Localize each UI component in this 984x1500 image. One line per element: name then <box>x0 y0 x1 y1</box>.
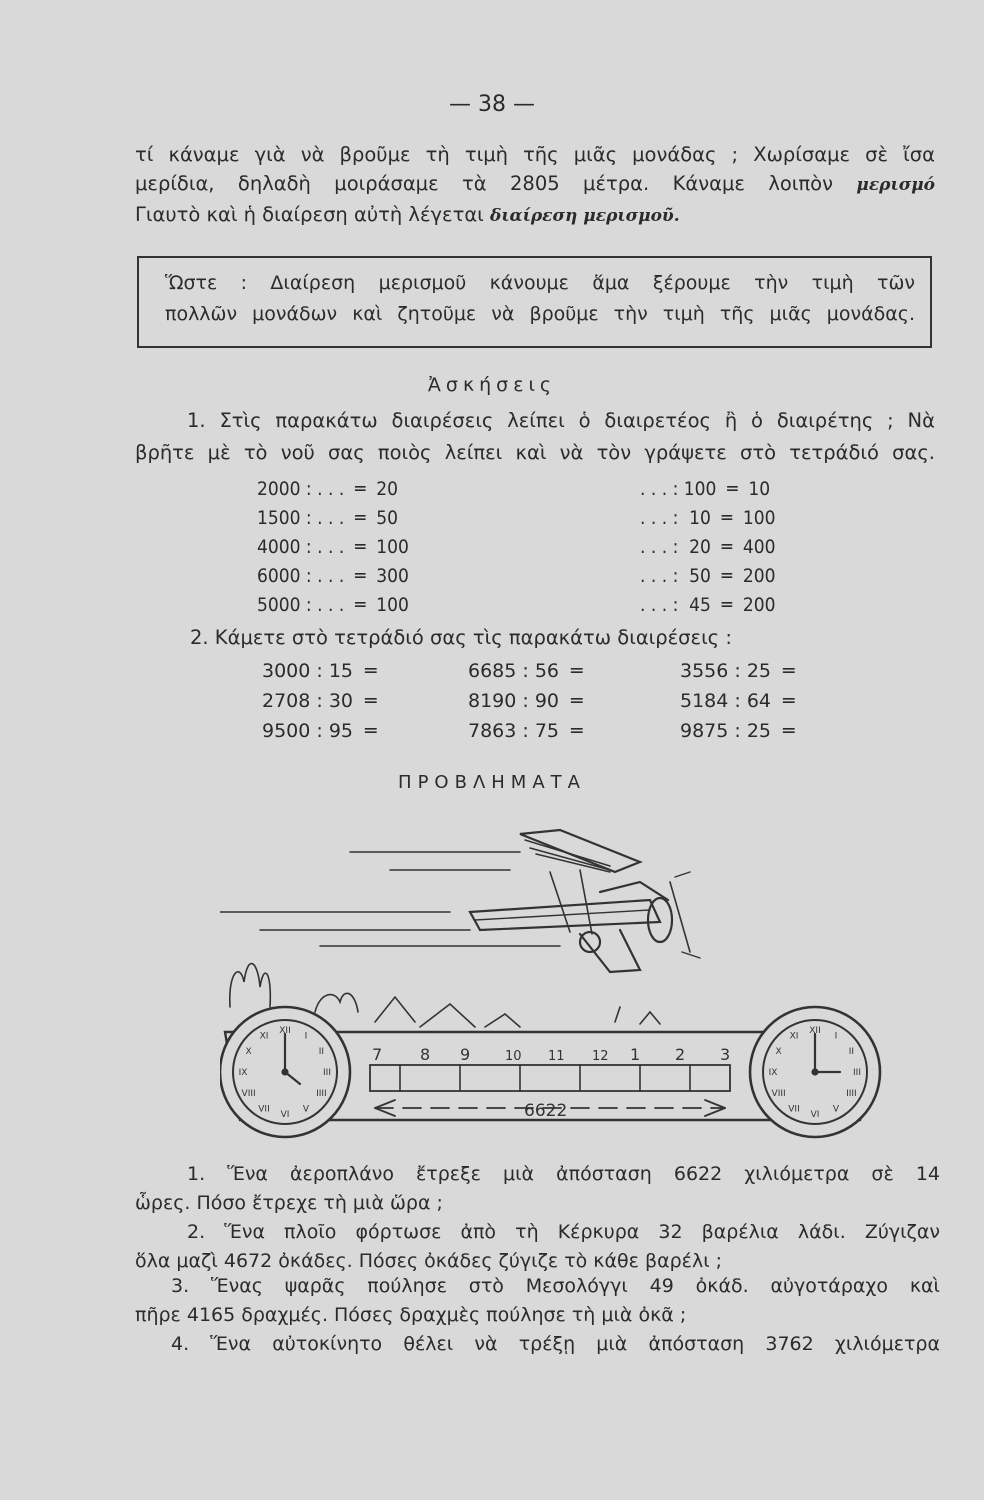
clock-numeral: IX <box>768 1068 778 1078</box>
page-number: — 38 — <box>449 92 535 117</box>
exercise-2-instruction: 2. Κάμετε στὸ τετράδιό σας τὶς παρακάτω διαιρέσεις : <box>190 626 732 649</box>
exercise-1-line-1: 1. Στὶς παρακάτω διαιρέσεις λείπει ὁ διαιρετέος ἢ ὁ διαιρέτης ; Νὰ <box>187 409 935 432</box>
ex1-left-row: 1500 : . . . ═ 50 <box>257 507 398 529</box>
ex1-right-row: . . . : 20 ═ 400 <box>640 536 776 558</box>
clock-numeral: X <box>775 1047 782 1057</box>
clock-numeral: I <box>304 1031 308 1042</box>
ex1-right-row: . . . : 50 ═ 200 <box>640 565 776 587</box>
ex2-division: 7863 : 75 ═ <box>468 720 583 742</box>
ex2-division: 6685 : 56 ═ <box>468 660 583 682</box>
clock-numeral: VII <box>258 1104 270 1115</box>
clock-numeral: VII <box>788 1104 800 1115</box>
ex2-division: 9875 : 25 ═ <box>680 720 795 742</box>
problem-1-line-1: 1. Ἕνα ἀεροπλάνο ἔτρεξε μιὰ ἀπόσταση 6622 χιλιόμετρα σὲ 14 <box>187 1163 940 1185</box>
clock-numeral: XII <box>279 1026 291 1036</box>
ruler-number: 10 <box>505 1049 522 1064</box>
clock-numeral: V <box>832 1104 840 1115</box>
clock-numeral: I <box>834 1031 838 1042</box>
exercise-1-instruction <box>135 405 935 469</box>
ex2-division: 3000 : 15 ═ <box>262 660 377 682</box>
clock-numeral: II <box>848 1047 855 1057</box>
problems-heading: ΠΡΟΒΛΗΜΑΤΑ <box>398 772 586 793</box>
rule-text <box>165 268 915 330</box>
problem-2-line-1: 2. Ἕνα πλοῖο φόρτωσε ἀπὸ τὴ Κέρκυρα 32 βαρέλια λάδι. Ζύγιζαν <box>187 1221 940 1243</box>
rule-line-1: Ὥστε : Διαίρεση μερισμοῦ κάνουμε ἅμα ξέρουμε τὴν τιμὴ τῶν <box>165 272 915 294</box>
clock-numeral: V <box>302 1104 310 1115</box>
intro-line-3 <box>135 200 935 231</box>
problem-3-line-2: πῆρε 4165 δραχμές. Πόσες δραχμὲς πούλησε τὴ μιὰ ὀκᾶ ; <box>135 1304 687 1326</box>
ex1-right-row: . . . : 10 ═ 100 <box>640 507 776 529</box>
ruler-number: 12 <box>592 1049 609 1064</box>
rule-line-2: πολλῶν μονάδων καὶ ζητοῦμε νὰ βροῦμε τὴν τιμὴ τῆς μιᾶς μονάδας. <box>165 303 915 325</box>
clock-numeral: VI <box>280 1110 290 1120</box>
clock-numeral: XI <box>259 1031 269 1042</box>
distance-label: 6622 <box>524 1101 568 1121</box>
problem-4-line-1: 4. Ἕνα αὐτοκίνητο θέλει νὰ τρέξῃ μιὰ ἀπόσταση 3762 χιλιόμετρα <box>171 1333 940 1355</box>
ex1-left-row: 2000 : . . . ═ 20 <box>257 478 398 500</box>
rule-box <box>137 256 932 348</box>
ex1-left-row: 4000 : . . . ═ 100 <box>257 536 409 558</box>
ex2-division: 5184 : 64 ═ <box>680 690 795 712</box>
term-diairesi-merismou: διαίρεση μερισμοῦ. <box>489 206 680 226</box>
clock-numeral: X <box>245 1047 252 1057</box>
problem-3-line-1: 3. Ἕνας ψαρᾶς πούλησε στὸ Μεσολόγγι 49 ὀκάδ. αὐγοτάραχο καὶ <box>171 1275 940 1297</box>
clock-numeral: VIII <box>771 1089 786 1099</box>
clock-numeral: XII <box>809 1026 821 1036</box>
ruler-number: 1 <box>630 1045 641 1064</box>
intro-line-2-text: μερίδια, δηλαδὴ μοιράσαμε τὰ 2805 μέτρα. Κάναμε λοιπὸν <box>135 172 833 195</box>
problem-2-line-2: ὅλα μαζὶ 4672 ὀκάδες. Πόσες ὀκάδες ζύγιζε τὸ κάθε βαρέλι ; <box>135 1250 723 1272</box>
ruler-number: 8 <box>420 1045 431 1064</box>
ex1-right-row: . . . : 100 ═ 10 <box>640 478 771 500</box>
problem-4 <box>135 1330 940 1359</box>
problem-1 <box>135 1160 940 1218</box>
ruler-number: 2 <box>675 1045 686 1064</box>
clock-numeral: III <box>323 1068 331 1078</box>
ex1-right-row: . . . : 45 ═ 200 <box>640 594 776 616</box>
intro-line-3-text: Γιαυτὸ καὶ ἡ διαίρεση αὐτὴ λέγεται <box>135 203 484 226</box>
ex1-left-row: 6000 : . . . ═ 300 <box>257 565 409 587</box>
airplane-car-illustration <box>220 822 900 1144</box>
ruler-number: 7 <box>372 1045 383 1064</box>
clock-numeral: IX <box>238 1068 248 1078</box>
clock-numeral: XI <box>789 1031 799 1042</box>
problem-1-line-2: ὧρες. Πόσο ἔτρεχε τὴ μιὰ ὥρα ; <box>135 1192 443 1214</box>
airplane-drawing <box>220 830 700 972</box>
ex2-division: 3556 : 25 ═ <box>680 660 795 682</box>
clock-numeral: VI <box>810 1110 820 1120</box>
problem-2 <box>135 1218 940 1276</box>
clock-numeral: VIII <box>241 1089 256 1099</box>
term-merismo: μερισμό <box>856 175 936 195</box>
clock-numeral: II <box>318 1047 325 1057</box>
intro-paragraph <box>135 140 935 231</box>
clock-numeral: III <box>853 1068 861 1078</box>
ruler-number: 11 <box>548 1049 565 1064</box>
ex2-division: 2708 : 30 ═ <box>262 690 377 712</box>
ex2-division: 9500 : 95 ═ <box>262 720 377 742</box>
ex2-division: 8190 : 90 ═ <box>468 690 583 712</box>
clock-numeral: IIII <box>846 1089 857 1099</box>
clock-numeral: IIII <box>316 1089 327 1099</box>
exercises-heading: Ἀσκήσεις <box>427 374 557 396</box>
intro-line-2 <box>135 169 935 200</box>
intro-line-1: τί κάναμε γιὰ νὰ βροῦμε τὴ τιμὴ τῆς μιᾶς μονάδας ; Χωρίσαμε σὲ ἴσα <box>135 143 935 166</box>
exercise-1-line-2: βρῆτε μὲ τὸ νοῦ σας ποιὸς λείπει καὶ νὰ τὸν γράψετε στὸ τετράδιό σας. <box>135 441 935 464</box>
ruler-number: 9 <box>460 1045 471 1064</box>
ruler-number: 3 <box>720 1045 731 1064</box>
problem-3 <box>135 1272 940 1330</box>
ex1-left-row: 5000 : . . . ═ 100 <box>257 594 409 616</box>
